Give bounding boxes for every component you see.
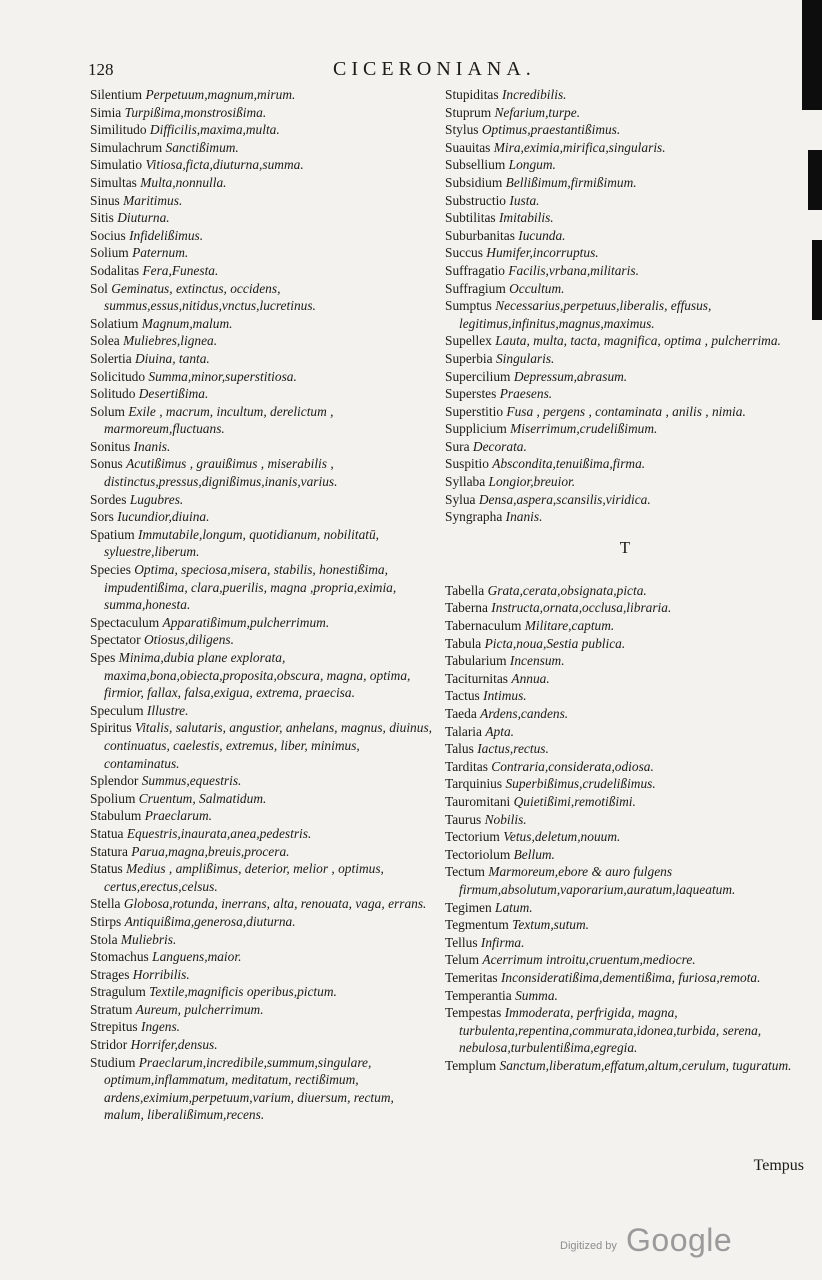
page-edge-shadow	[808, 150, 822, 210]
entry-headword: Syngrapha	[445, 509, 503, 525]
dictionary-entry	[445, 705, 805, 723]
entry-headword: Superbia	[445, 350, 493, 366]
entry-headword: Subsellium	[445, 157, 506, 173]
dictionary-entry	[445, 969, 805, 987]
entry-epithets: Exile , macrum, incultum, derelictum , marmoreum,fluctuans.	[104, 403, 334, 437]
entry-epithets: Nefarium,turpe.	[494, 104, 581, 120]
entry-headword: Tegmentum	[445, 917, 509, 933]
entry-epithets: Muliebris.	[120, 931, 177, 947]
dictionary-entry	[90, 139, 435, 157]
entry-headword: Solum	[90, 403, 125, 419]
entry-headword: Suauitas	[445, 139, 491, 155]
entry-epithets: Acutißimus , grauißimus , miserabilis , distinctus,pressus,dignißimus,inanis,varius.	[104, 456, 338, 490]
dictionary-entry	[90, 966, 435, 984]
dictionary-entry	[445, 455, 805, 473]
entry-headword: Spes	[90, 650, 116, 665]
entry-epithets: Decorata.	[472, 438, 527, 454]
dictionary-entry	[90, 455, 435, 490]
entry-headword: Temeritas	[445, 969, 498, 985]
entry-epithets: Vitalis, salutaris, angustior, anhelans, magnus, diuinus, continuatus, caelestis, extremus, liber, minimus, contaminatus.	[104, 720, 433, 771]
dictionary-entry	[90, 174, 435, 192]
entry-epithets: Perpetuum,magnum,mirum.	[145, 87, 296, 102]
entry-headword: Socius	[90, 227, 126, 243]
dictionary-entry	[90, 931, 435, 949]
dictionary-entry	[445, 332, 805, 350]
entry-headword: Supellex	[445, 333, 492, 349]
entry-headword: Sura	[445, 438, 470, 454]
entry-headword: Spectator	[90, 632, 141, 648]
entry-epithets: Ardens,candens.	[480, 706, 569, 721]
entry-headword: Substructio	[445, 192, 507, 208]
entry-headword: Superstitio	[445, 403, 504, 419]
entry-headword: Tauromitani	[445, 793, 511, 809]
entry-epithets: Latum.	[495, 899, 533, 915]
entry-headword: Solitudo	[90, 386, 136, 402]
entry-headword: Simulachrum	[90, 139, 163, 155]
entry-headword: Statua	[90, 825, 124, 841]
dictionary-entry	[90, 913, 435, 931]
dictionary-entry	[90, 121, 435, 139]
entry-headword: Tempestas	[445, 1005, 502, 1021]
entry-headword: Suffragium	[445, 280, 506, 296]
dictionary-entry	[90, 403, 435, 438]
entry-headword: Tectorium	[445, 829, 500, 845]
dictionary-entry	[90, 227, 435, 245]
entry-epithets: Facilis,vrbana,militaris.	[508, 262, 639, 278]
entry-headword: Tabularium	[445, 653, 507, 669]
entry-headword: Sumptus	[445, 298, 492, 314]
entry-epithets: Infirma.	[480, 934, 525, 950]
entry-epithets: Longior,breuior.	[488, 474, 576, 490]
entry-headword: Sonitus	[90, 438, 131, 454]
entry-epithets: Muliebres,lignea.	[123, 333, 218, 349]
dictionary-entry	[445, 438, 805, 456]
entry-headword: Sordes	[90, 491, 127, 507]
entry-epithets: Iactus,rectus.	[477, 741, 549, 757]
entry-epithets: Quietißimi,remotißimi.	[513, 793, 636, 809]
entry-headword: Solertia	[90, 350, 132, 366]
dictionary-entry	[445, 758, 805, 776]
dictionary-entry	[445, 652, 805, 670]
page-edge-shadow	[802, 0, 822, 110]
entry-epithets: Praeclarum.	[144, 808, 213, 824]
dictionary-entry	[445, 403, 805, 421]
dictionary-entry	[90, 807, 435, 825]
dictionary-entry	[445, 121, 805, 139]
entry-epithets: Infidelißimus.	[129, 227, 204, 243]
entry-headword: Temperantia	[445, 987, 512, 1003]
dictionary-entry	[445, 280, 805, 298]
entry-headword: Telum	[445, 952, 480, 968]
dictionary-entry	[90, 350, 435, 368]
entry-headword: Talus	[445, 741, 474, 757]
entry-headword: Tellus	[445, 934, 478, 950]
entry-epithets: Minima,dubia plane explorata, maxima,bona,obiecta,proposita,obscura, magna, optima, firmior, fallax, falsa,exigua, extrema, praecisa.	[104, 650, 411, 701]
entry-epithets: Horrifer,densus.	[130, 1037, 218, 1053]
entry-epithets: Praeclarum,incredibile,summum,singulare, optimum,inflammatum, meditatum, rectißimum, ardens,eximium,perpetuum,varium, diuersum, rectum, malum, liberalißimum,recens.	[104, 1054, 394, 1123]
dictionary-entry	[445, 174, 805, 192]
dictionary-entry	[90, 825, 435, 843]
dictionary-entry	[445, 863, 805, 898]
entry-headword: Subtilitas	[445, 210, 496, 226]
dictionary-entry	[445, 104, 805, 122]
entry-epithets: Sanctum,liberatum,effatum,altum,cerulum, tuguratum.	[499, 1057, 792, 1073]
entry-epithets: Lugubres.	[129, 491, 184, 507]
entry-headword: Sonus	[90, 456, 123, 472]
entry-headword: Status	[90, 861, 123, 877]
entry-headword: Silentium	[90, 87, 143, 102]
entry-headword: Splendor	[90, 773, 139, 789]
entry-headword: Strages	[90, 966, 130, 982]
entry-epithets: Militare,captum.	[524, 618, 615, 634]
entry-headword: Strepitus	[90, 1019, 138, 1035]
catchword: Tempus	[753, 1157, 804, 1174]
entry-epithets: Ingens.	[140, 1019, 181, 1035]
entry-epithets: Depressum,abrasum.	[513, 368, 628, 384]
dictionary-entry	[445, 227, 805, 245]
entry-headword: Speculum	[90, 702, 144, 718]
entry-epithets: Occultum.	[509, 280, 565, 296]
entry-epithets: Inconsideratißima,dementißima, furiosa,remota.	[500, 969, 761, 985]
entry-headword: Templum	[445, 1057, 497, 1073]
entry-headword: Stella	[90, 896, 121, 912]
entry-headword: Subsidium	[445, 174, 503, 190]
entry-epithets: Iucunda.	[518, 227, 566, 243]
entry-epithets: Diuina, tanta.	[135, 350, 210, 366]
dictionary-entry	[445, 934, 805, 952]
entry-headword: Simia	[90, 104, 122, 120]
dictionary-entry	[90, 561, 435, 614]
dictionary-entry	[90, 1018, 435, 1036]
dictionary-entry	[90, 719, 435, 772]
entry-epithets: Bellum.	[513, 846, 555, 862]
entry-epithets: Languens,maior.	[152, 949, 242, 965]
running-head: CICERONIANA.	[333, 58, 536, 80]
entry-headword: Tarditas	[445, 758, 488, 774]
entry-headword: Sylua	[445, 491, 476, 507]
entry-headword: Supercilium	[445, 368, 511, 384]
entry-headword: Stragulum	[90, 984, 146, 1000]
entry-headword: Stabulum	[90, 808, 142, 824]
entry-headword: Taeda	[445, 706, 477, 721]
dictionary-entry	[90, 526, 435, 561]
dictionary-entry	[90, 1001, 435, 1019]
entry-epithets: Equestris,inaurata,anea,pedestris.	[126, 825, 312, 841]
dictionary-entry	[445, 1004, 805, 1057]
dictionary-entry	[90, 280, 435, 315]
dictionary-entry	[90, 368, 435, 386]
dictionary-entry	[445, 86, 805, 104]
watermark-prefix: Digitized by	[560, 1240, 617, 1252]
entry-headword: Statura	[90, 843, 128, 859]
entry-epithets: Imitabilis.	[498, 210, 554, 226]
section-s-entries	[445, 86, 805, 526]
entry-headword: Stomachus	[90, 949, 149, 965]
dictionary-entry	[445, 846, 805, 864]
dictionary-entry	[90, 983, 435, 1001]
page-edge-shadow	[812, 240, 822, 320]
entry-headword: Syllaba	[445, 474, 486, 490]
entry-headword: Tegimen	[445, 899, 492, 915]
dictionary-entry	[445, 599, 805, 617]
dictionary-entry	[445, 156, 805, 174]
entry-headword: Succus	[445, 245, 483, 261]
entry-epithets: Lauta, multa, tacta, magnifica, optima , pulcherrima.	[495, 333, 781, 349]
entry-epithets: Optimus,praestantißimus.	[481, 122, 621, 138]
entry-headword: Sodalitas	[90, 262, 140, 278]
entry-headword: Stuprum	[445, 104, 492, 120]
entry-epithets: Densa,aspera,scansilis,viridica.	[478, 491, 651, 507]
entry-headword: Tarquinius	[445, 776, 503, 792]
entry-headword: Taciturnitas	[445, 670, 509, 686]
entry-headword: Spatium	[90, 526, 135, 542]
entry-epithets: Cruentum, Salmatidum.	[138, 790, 267, 806]
entry-epithets: Globosa,rotunda, inerrans, alta, renouata, vaga, errans.	[123, 896, 427, 912]
dictionary-entry	[90, 192, 435, 210]
entry-headword: Tabella	[445, 582, 485, 598]
entry-headword: Simultas	[90, 174, 137, 190]
entry-epithets: Miserrimum,crudelißimum.	[510, 421, 658, 437]
entry-epithets: Difficilis,maxima,multa.	[149, 122, 280, 138]
entry-epithets: Paternum.	[132, 245, 189, 261]
entry-epithets: Illustre.	[146, 702, 189, 718]
dictionary-entry	[90, 491, 435, 509]
entry-epithets: Abscondita,tenuißima,firma.	[492, 456, 646, 472]
entry-epithets: Inanis.	[133, 438, 171, 454]
dictionary-entry	[445, 244, 805, 262]
digitization-watermark	[560, 1222, 810, 1262]
dictionary-entry	[90, 209, 435, 227]
entry-epithets: Praesens.	[499, 386, 553, 402]
entry-epithets: Inanis.	[505, 509, 543, 525]
dictionary-entry	[445, 987, 805, 1005]
entry-headword: Tabula	[445, 635, 482, 651]
entry-epithets: Summa.	[515, 987, 558, 1003]
entry-headword: Sitis	[90, 210, 114, 226]
dictionary-entry	[445, 811, 805, 829]
dictionary-entry	[445, 192, 805, 210]
dictionary-entry	[445, 670, 805, 688]
dictionary-entry	[445, 491, 805, 509]
dictionary-entry	[445, 582, 805, 600]
dictionary-entry	[90, 1054, 435, 1124]
entry-epithets: Nobilis.	[484, 811, 527, 827]
entry-epithets: Mira,eximia,mirifica,singularis.	[493, 139, 666, 155]
entry-epithets: Picta,noua,Sestia publica.	[484, 635, 626, 651]
entry-epithets: Summa,minor,superstitiosa.	[148, 368, 297, 384]
dictionary-entry	[445, 420, 805, 438]
entry-epithets: Otiosus,diligens.	[143, 632, 234, 648]
entry-epithets: Diuturna.	[117, 210, 170, 226]
dictionary-entry	[90, 244, 435, 262]
dictionary-entry	[445, 916, 805, 934]
entry-epithets: Vetus,deletum,nouum.	[503, 829, 621, 845]
right-column	[445, 86, 805, 1074]
entry-epithets: Fera,Funesta.	[142, 262, 219, 278]
entry-epithets: Geminatus, extinctus, occidens, summus,essus,nitidus,vnctus,lucretinus.	[104, 280, 316, 314]
entry-headword: Taberna	[445, 600, 488, 616]
entry-epithets: Intimus.	[483, 688, 527, 704]
entry-headword: Stupiditas	[445, 87, 499, 102]
dictionary-entry	[445, 139, 805, 157]
entry-epithets: Sanctißimum.	[165, 139, 239, 155]
entry-headword: Talaria	[445, 723, 482, 739]
dictionary-entry	[445, 209, 805, 227]
dictionary-entry	[90, 790, 435, 808]
dictionary-entry	[90, 649, 435, 702]
dictionary-entry	[90, 262, 435, 280]
entry-headword: Superstes	[445, 386, 497, 402]
entry-epithets: Optima, speciosa,misera, stabilis, honestißima, impudentißima, clara,puerilis, magna ,propria,eximia, summa,honesta.	[104, 562, 397, 613]
dictionary-entry	[445, 951, 805, 969]
entry-headword: Stola	[90, 931, 118, 947]
dictionary-entry	[90, 508, 435, 526]
entry-epithets: Textile,magnificis operibus,pictum.	[149, 984, 337, 1000]
entry-headword: Solium	[90, 245, 129, 261]
dictionary-entry	[445, 385, 805, 403]
entry-headword: Tectum	[445, 864, 485, 880]
entry-epithets: Annua.	[511, 670, 550, 686]
entry-epithets: Antiquißima,generosa,diuturna.	[124, 913, 296, 929]
dictionary-entry	[445, 775, 805, 793]
dictionary-entry	[90, 156, 435, 174]
page-header	[88, 58, 788, 82]
entry-epithets: Apparatißimum,pulcherrimum.	[162, 614, 330, 630]
entry-epithets: Iusta.	[509, 192, 540, 208]
entry-epithets: Horribilis.	[132, 966, 190, 982]
dictionary-entry	[90, 631, 435, 649]
entry-headword: Solatium	[90, 315, 139, 331]
entry-epithets: Apta.	[485, 723, 514, 739]
dictionary-entry	[445, 617, 805, 635]
entry-epithets: Aureum, pulcherrimum.	[135, 1001, 264, 1017]
entry-headword: Tactus	[445, 688, 480, 704]
dictionary-entry	[90, 86, 435, 104]
dictionary-entry	[445, 473, 805, 491]
entry-headword: Stridor	[90, 1037, 128, 1053]
entry-headword: Suspitio	[445, 456, 489, 472]
dictionary-entry	[90, 772, 435, 790]
dictionary-entry	[445, 899, 805, 917]
dictionary-entry	[445, 828, 805, 846]
dictionary-entry	[445, 297, 805, 332]
entry-epithets: Superbißimus,crudelißimus.	[505, 776, 656, 792]
dictionary-entry	[90, 104, 435, 122]
entry-epithets: Immoderata, perfrigida, magna, turbulenta,repentina,commurata,idonea,turbida, serena, nebulosa,turbulentißima,egregia.	[459, 1005, 762, 1056]
entry-epithets: Singularis.	[495, 350, 555, 366]
dictionary-entry	[90, 385, 435, 403]
dictionary-entry	[90, 614, 435, 632]
page-number: 128	[88, 60, 114, 79]
entry-epithets: Iucundior,diuina.	[117, 509, 210, 525]
entry-headword: Taurus	[445, 811, 482, 827]
entry-epithets: Necessarius,perpetuus,liberalis, effusus, legitimus,infinitus,magnus,maximus.	[459, 298, 712, 331]
entry-epithets: Marmoreum,ebore & auro fulgens firmum,absolutum,vaporarium,auratum,laqueatum.	[459, 864, 736, 897]
left-column	[90, 86, 435, 1124]
entry-epithets: Magnum,malum.	[141, 315, 233, 331]
entry-headword: Supplicium	[445, 421, 507, 437]
entry-epithets: Textum,sutum.	[512, 917, 590, 933]
dictionary-entry	[445, 350, 805, 368]
entry-epithets: Instructa,ornata,occlusa,libraria.	[491, 600, 672, 616]
entry-epithets: Grata,cerata,obsignata,picta.	[487, 582, 647, 598]
entry-headword: Tectoriolum	[445, 846, 511, 862]
entry-headword: Suffragatio	[445, 262, 505, 278]
entry-epithets: Medius , amplißimus, deterior, melior , optimus, certus,erectus,celsus.	[104, 861, 384, 894]
entry-epithets: Parua,magna,breuis,procera.	[131, 843, 290, 859]
dictionary-entry	[90, 843, 435, 861]
entry-epithets: Incensum.	[509, 653, 565, 669]
dictionary-entry	[445, 368, 805, 386]
entry-epithets: Desertißima.	[138, 386, 209, 402]
entry-headword: Stylus	[445, 122, 479, 138]
dictionary-entry	[445, 635, 805, 653]
entry-epithets: Maritimus.	[123, 192, 183, 208]
dictionary-entry	[445, 508, 805, 526]
google-logo: Google	[626, 1222, 733, 1258]
entry-epithets: Multa,nonnulla.	[140, 174, 227, 190]
entry-epithets: Humifer,incorruptus.	[486, 245, 599, 261]
entry-headword: Stirps	[90, 913, 122, 929]
entry-epithets: Immutabile,longum, quotidianum, nobilitatū, syluestre,liberum.	[104, 526, 380, 560]
dictionary-entry	[90, 332, 435, 350]
dictionary-entry	[445, 687, 805, 705]
dictionary-entry	[90, 1036, 435, 1054]
dictionary-entry	[90, 702, 435, 720]
entry-headword: Sors	[90, 509, 114, 525]
dictionary-entry	[445, 262, 805, 280]
entry-headword: Sinus	[90, 192, 120, 208]
entry-headword: Suburbanitas	[445, 227, 515, 243]
dictionary-entry	[445, 1057, 805, 1075]
dictionary-entry	[90, 948, 435, 966]
entry-epithets: Vitiosa,ficta,diuturna,summa.	[145, 157, 304, 173]
dictionary-entry	[445, 793, 805, 811]
entry-epithets: Turpißima,monstrosißima.	[124, 104, 267, 120]
entry-epithets: Bellißimum,firmißimum.	[505, 174, 637, 190]
dictionary-entry	[90, 315, 435, 333]
section-t-entries	[445, 582, 805, 1075]
entry-headword: Spectaculum	[90, 614, 160, 630]
entry-epithets: Longum.	[508, 157, 556, 173]
entry-headword: Species	[90, 562, 131, 578]
section-letter: T	[619, 537, 631, 557]
dictionary-entry	[445, 723, 805, 741]
entry-headword: Spolium	[90, 790, 136, 806]
entry-epithets: Contraria,considerata,odiosa.	[491, 758, 654, 774]
entry-headword: Simulatio	[90, 157, 143, 173]
entry-headword: Similitudo	[90, 122, 147, 138]
entry-epithets: Fusa , pergens , contaminata , anilis , nimia.	[506, 403, 746, 419]
entry-headword: Solea	[90, 333, 120, 349]
dictionary-entry	[445, 740, 805, 758]
dictionary-entry	[90, 895, 435, 913]
entry-headword: Spiritus	[90, 720, 132, 736]
entry-epithets: Summus,equestris.	[141, 773, 242, 789]
dictionary-entry	[90, 438, 435, 456]
entry-headword: Solicitudo	[90, 368, 146, 384]
entry-epithets: Incredibilis.	[501, 87, 567, 102]
dictionary-entry	[90, 860, 435, 895]
entry-headword: Tabernaculum	[445, 618, 522, 634]
entry-headword: Sol	[90, 280, 108, 296]
entry-headword: Stratum	[90, 1001, 133, 1017]
entry-headword: Studium	[90, 1054, 136, 1070]
entry-epithets: Acerrimum introitu,cruentum,mediocre.	[482, 952, 696, 968]
